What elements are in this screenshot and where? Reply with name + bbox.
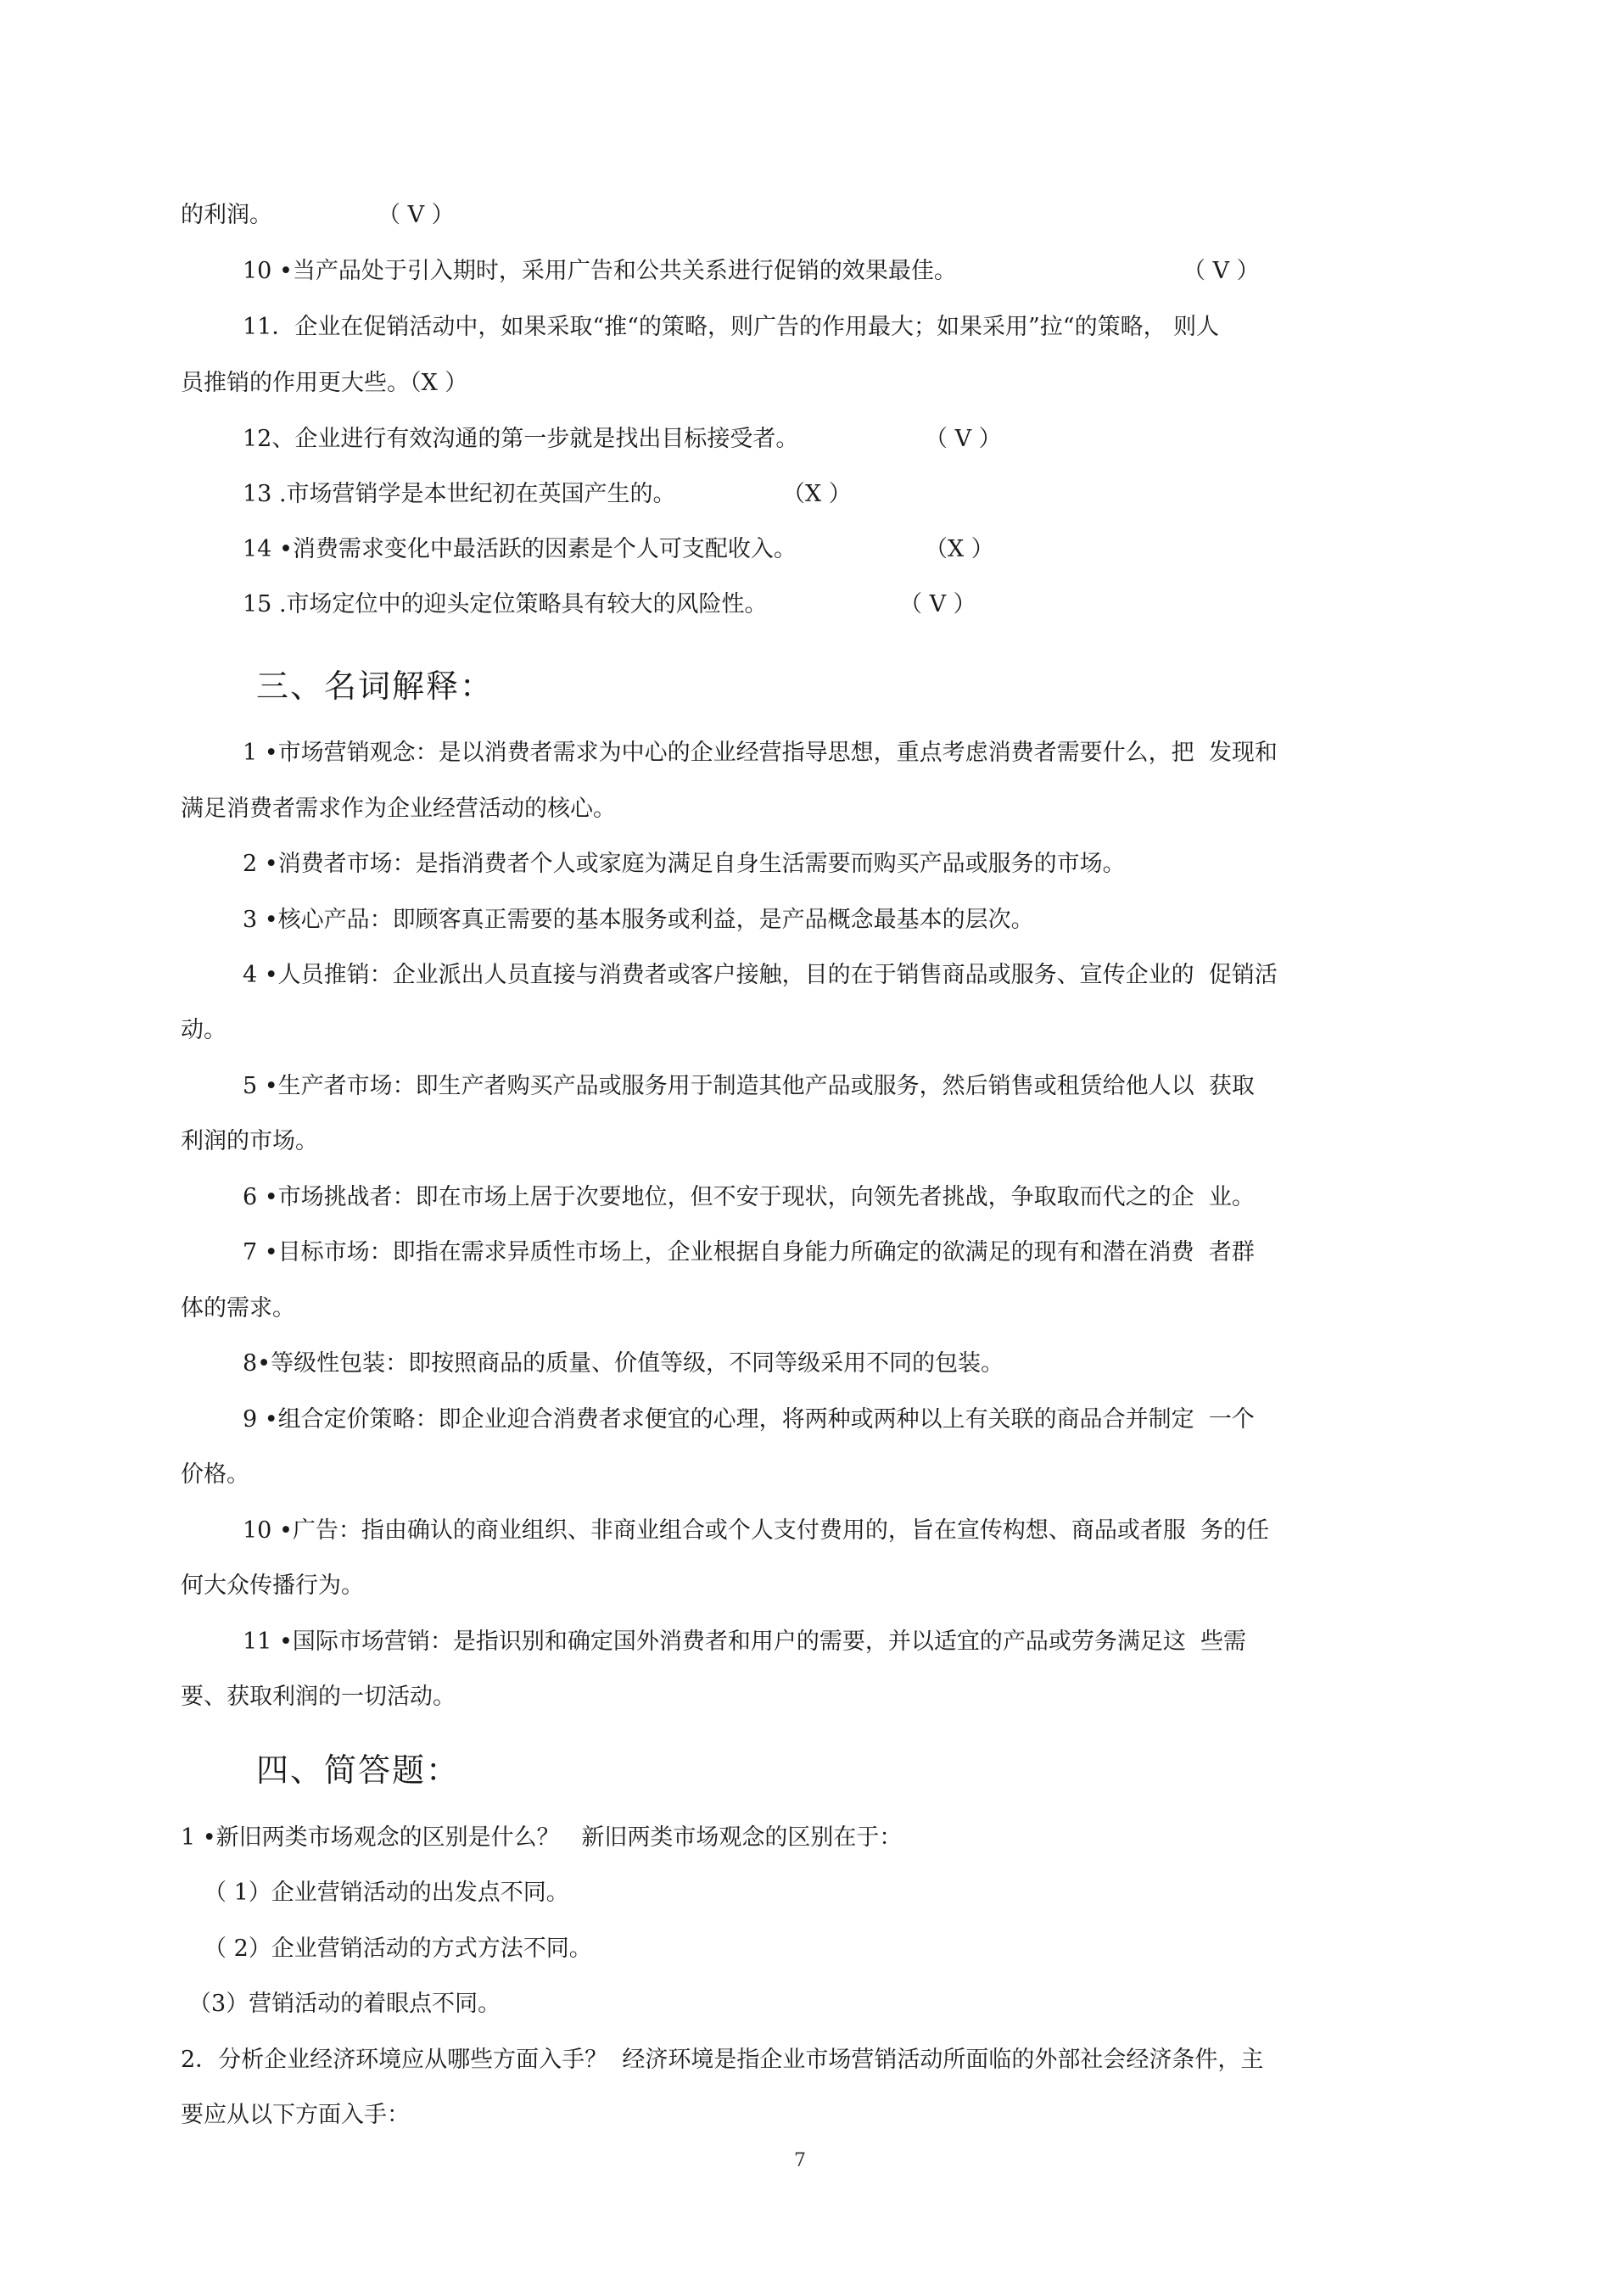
definition-line: 体的需求。 xyxy=(181,1295,295,1321)
definition-line: 10 •广告：指由确认的商业组织、非商业组合或个人支付费用的，旨在宣传构想、商品或者服 务的任 xyxy=(243,1517,1270,1544)
tf-line: 10 •当产品处于引入期时，采用广告和公共关系进行促销的效果最佳。 xyxy=(243,258,957,284)
definition-line: 要、获取利润的一切活动。 xyxy=(181,1684,456,1710)
definition-line: 8•等级性包装：即按照商品的质量、价值等级，不同等级采用不同的包装。 xyxy=(243,1350,1004,1377)
definition-line: 3 •核心产品：即顾客真正需要的基本服务或利益，是产品概念最基本的层次。 xyxy=(243,907,1034,933)
definition-line: 6 •市场挑战者：即在市场上居于次要地位，但不安于现状，向领先者挑战，争取取而代之的企 业。 xyxy=(243,1184,1255,1210)
answer-line: （3）营销活动的着眼点不同。 xyxy=(188,1991,501,2017)
tf-line: 13 .市场营销学是本世纪初在英国产生的。 xyxy=(243,481,676,507)
tf-mark: （ V ） xyxy=(1183,258,1260,284)
tf-line: 15 .市场定位中的迎头定位策略具有较大的风险性。 xyxy=(243,591,768,617)
tf-mark: （ V ） xyxy=(899,591,976,617)
tf-mark: （ V ） xyxy=(925,426,1002,452)
definition-line: 动。 xyxy=(181,1017,227,1043)
answer-line: 1 •新旧两类市场观念的区别是什么？ 新旧两类市场观念的区别在于： xyxy=(181,1824,903,1851)
page-number: 7 xyxy=(794,2150,806,2171)
tf-line: 14 •消费需求变化中最活跃的因素是个人可支配收入。 xyxy=(243,536,797,562)
tf-line: 11．企业在促销活动中，如果采取“推“的策略，则广告的作用最大；如果采用”拉“的策略， 则人 xyxy=(243,314,1220,340)
section-heading: 三、名词解释： xyxy=(256,668,495,705)
tf-mark: （X ） xyxy=(782,481,852,507)
definition-line: 价格。 xyxy=(181,1461,249,1488)
definition-line: 满足消费者需求作为企业经营活动的核心。 xyxy=(181,796,616,822)
answer-line: 要应从以下方面入手： xyxy=(181,2102,410,2128)
answer-line: （ 1）企业营销活动的出发点不同。 xyxy=(204,1880,569,1906)
tf-line: 的利润。 xyxy=(181,202,272,228)
tf-line: 员推销的作用更大些。（X ） xyxy=(181,370,468,396)
answer-line: 2．分析企业经济环境应从哪些方面入手？ 经济环境是指企业市场营销活动所面临的外部社会经济条件，主 xyxy=(181,2047,1264,2073)
tf-line: 12、企业进行有效沟通的第一步就是找出目标接受者。 xyxy=(243,426,799,452)
definition-line: 1 •市场营销观念：是以消费者需求为中心的企业经营指导思想，重点考虑消费者需要什么，把 发现和 xyxy=(243,740,1278,766)
definition-line: 7 •目标市场：即指在需求异质性市场上，企业根据自身能力所确定的欲满足的现有和潜在消费 者群 xyxy=(243,1239,1255,1265)
definition-line: 利润的市场。 xyxy=(181,1128,318,1154)
definition-line: 9 •组合定价策略：即企业迎合消费者求便宜的心理，将两种或两种以上有关联的商品合并制定 一个 xyxy=(243,1406,1255,1433)
definition-line: 2 •消费者市场：是指消费者个人或家庭为满足自身生活需要而购买产品或服务的市场。 xyxy=(243,851,1126,877)
definition-line: 4 •人员推销：企业派出人员直接与消费者或客户接触，目的在于销售商品或服务、宣传企业的 促销活 xyxy=(243,962,1278,988)
answer-line: （ 2）企业营销活动的方式方法不同。 xyxy=(204,1936,592,1962)
definition-line: 何大众传播行为。 xyxy=(181,1573,364,1599)
section-heading: 四、简答题： xyxy=(256,1751,461,1789)
definition-line: 5 •生产者市场：即生产者购买产品或服务用于制造其他产品或服务，然后销售或租赁给他人以 获取 xyxy=(243,1073,1255,1099)
tf-mark: （ V ） xyxy=(378,202,455,228)
definition-line: 11 •国际市场营销：是指识别和确定国外消费者和用户的需要，并以适宜的产品或劳务满足这 些需 xyxy=(243,1628,1247,1655)
tf-mark: （X ） xyxy=(925,536,994,562)
